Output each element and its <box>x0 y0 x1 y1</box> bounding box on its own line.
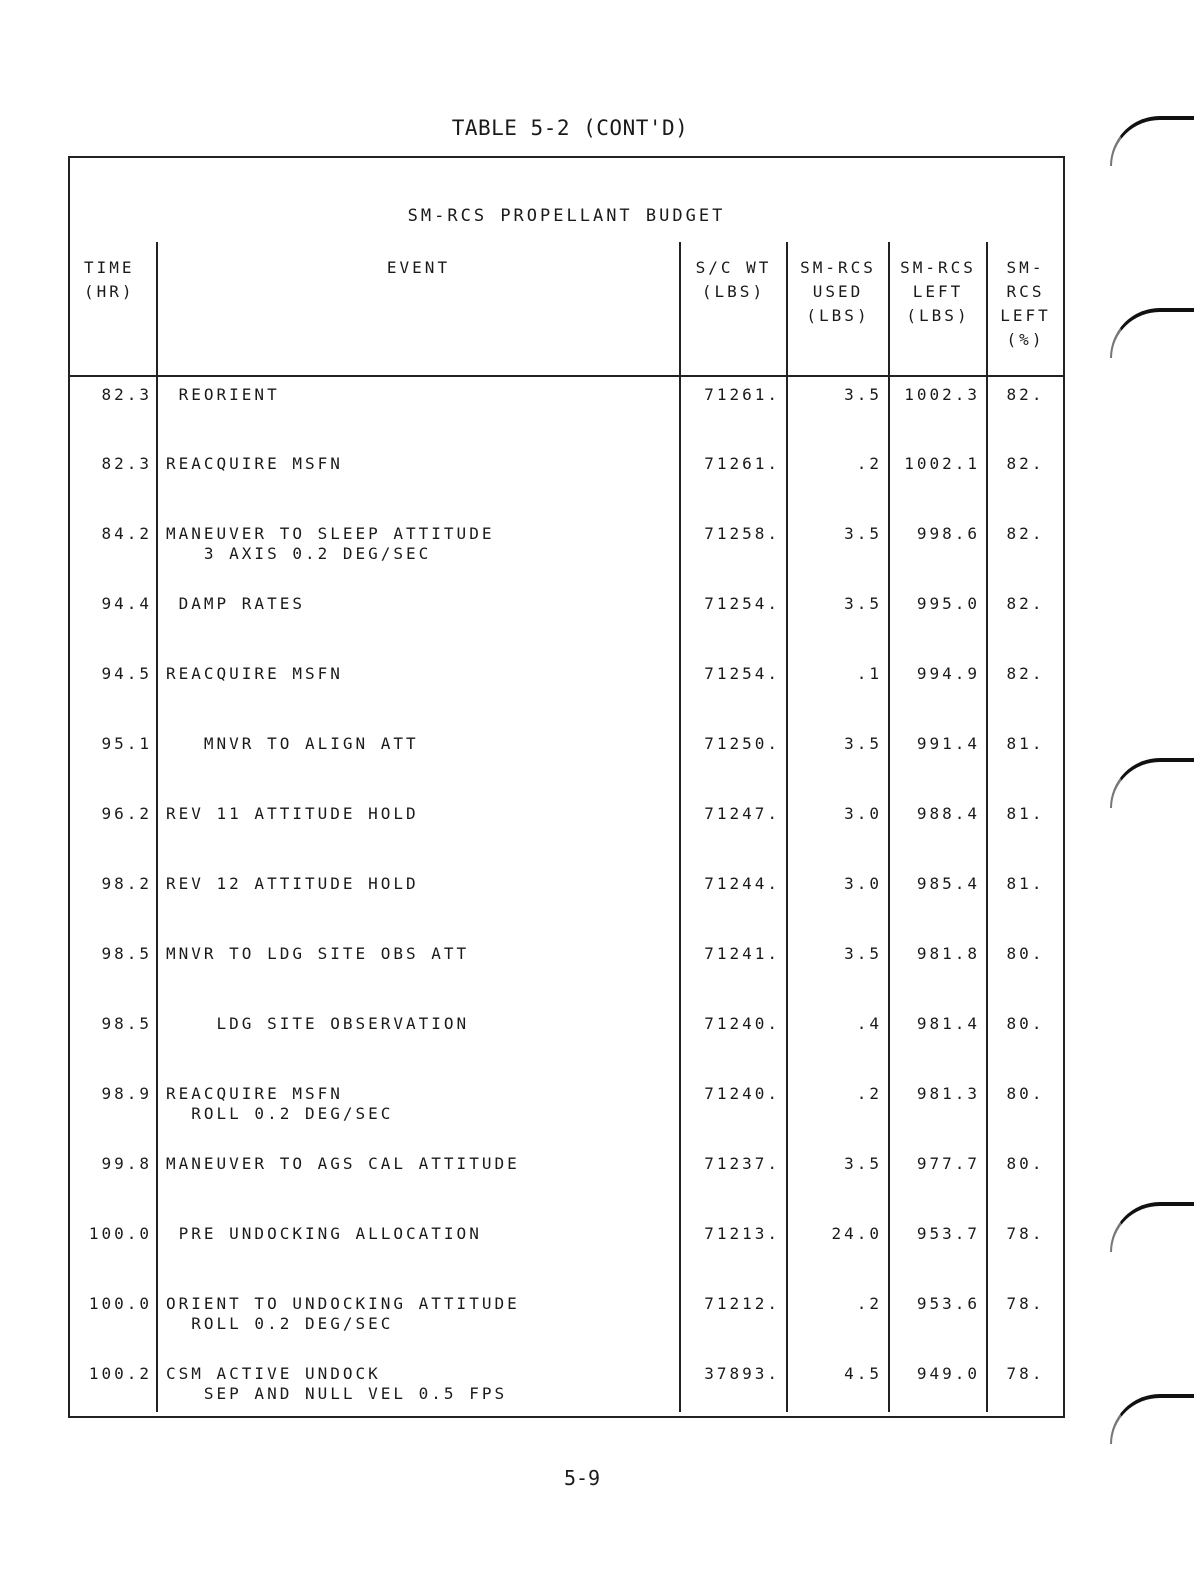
cell-time: 82.3 <box>101 454 152 473</box>
page-number: 5-9 <box>563 1466 601 1490</box>
cell-sc-wt: 71261. <box>680 376 787 446</box>
table-row <box>70 1076 1063 1146</box>
cell-left-lbs: 988.4 <box>889 796 987 866</box>
cell-used: 24.0 <box>787 1216 889 1286</box>
table-row <box>70 1146 1063 1216</box>
cell-left-pct: 80. <box>987 1006 1063 1076</box>
cell-left-pct: 81. <box>987 866 1063 936</box>
cell-event: REACQUIRE MSFN ROLL 0.2 DEG/SEC <box>157 1076 680 1146</box>
cell-left-pct: 82. <box>987 516 1063 586</box>
header-line: LEFT <box>912 282 964 301</box>
cell-left-pct: 82. <box>987 586 1063 656</box>
cell-sc-wt: 71247. <box>680 796 787 866</box>
table-row <box>70 1006 1063 1076</box>
cell-event: REACQUIRE MSFN <box>157 656 680 726</box>
header-line: S/C WT <box>695 258 772 277</box>
cell-used: 3.5 <box>787 936 889 1006</box>
cell-time: 98.2 <box>101 874 152 893</box>
cell-used: 3.5 <box>787 586 889 656</box>
cell-left-pct: 80. <box>987 936 1063 1006</box>
cell-left-pct: 78. <box>987 1356 1063 1412</box>
header-line: SM-RCS <box>800 258 876 277</box>
header-line: (LBS) <box>906 306 970 325</box>
binder-tab <box>1110 758 1194 808</box>
cell-left-lbs: 998.6 <box>889 516 987 586</box>
header-line: (LBS) <box>806 306 870 325</box>
cell-used: .2 <box>787 1076 889 1146</box>
cell-sc-wt: 71258. <box>680 516 787 586</box>
binder-tab <box>1110 1394 1194 1444</box>
budget-title: SM-RCS PROPELLANT BUDGET <box>407 206 726 226</box>
cell-sc-wt: 71254. <box>680 656 787 726</box>
table-row <box>70 376 1063 446</box>
cell-time: 99.8 <box>101 1154 152 1173</box>
cell-left-lbs: 1002.3 <box>889 376 987 446</box>
header-line: TIME <box>84 258 135 277</box>
cell-sc-wt: 71240. <box>680 1076 787 1146</box>
cell-sc-wt: 71261. <box>680 446 787 516</box>
header-row <box>70 242 1063 376</box>
cell-left-lbs: 981.3 <box>889 1076 987 1146</box>
header-line: LEFT <box>1000 306 1051 325</box>
cell-event: REV 12 ATTITUDE HOLD <box>157 866 680 936</box>
cell-used: 3.5 <box>787 376 889 446</box>
table-row <box>70 586 1063 656</box>
cell-left-pct: 80. <box>987 1076 1063 1146</box>
cell-used: .4 <box>787 1006 889 1076</box>
cell-event: MNVR TO ALIGN ATT <box>157 726 680 796</box>
cell-time: 94.5 <box>101 664 152 683</box>
cell-event: CSM ACTIVE UNDOCK SEP AND NULL VEL 0.5 FPS <box>157 1356 680 1412</box>
cell-sc-wt: 71213. <box>680 1216 787 1286</box>
table-row <box>70 656 1063 726</box>
table-row <box>70 796 1063 866</box>
cell-used: 3.0 <box>787 796 889 866</box>
binder-tab <box>1110 308 1194 358</box>
header-line: USED <box>812 282 864 301</box>
table-row <box>70 726 1063 796</box>
cell-left-lbs: 953.6 <box>889 1286 987 1356</box>
header-time <box>70 242 157 376</box>
header-used <box>787 242 889 376</box>
cell-left-pct: 81. <box>987 796 1063 866</box>
cell-left-pct: 80. <box>987 1146 1063 1216</box>
cell-time: 100.0 <box>88 1224 152 1243</box>
table-frame <box>68 156 1065 1418</box>
cell-left-lbs: 991.4 <box>889 726 987 796</box>
cell-left-pct: 82. <box>987 446 1063 516</box>
cell-event: REORIENT <box>157 376 680 446</box>
cell-sc-wt: 71240. <box>680 1006 787 1076</box>
header-line: (HR) <box>84 282 135 301</box>
cell-left-pct: 78. <box>987 1286 1063 1356</box>
table-row <box>70 1356 1063 1412</box>
cell-event: LDG SITE OBSERVATION <box>157 1006 680 1076</box>
cell-left-lbs: 977.7 <box>889 1146 987 1216</box>
table-title: TABLE 5-2 (CONT'D) <box>451 116 689 140</box>
cell-event: MANEUVER TO SLEEP ATTITUDE 3 AXIS 0.2 DEG/SEC <box>157 516 680 586</box>
cell-sc-wt: 37893. <box>680 1356 787 1412</box>
cell-event: MNVR TO LDG SITE OBS ATT <box>157 936 680 1006</box>
cell-left-lbs: 953.7 <box>889 1216 987 1286</box>
cell-event: DAMP RATES <box>157 586 680 656</box>
table-row <box>70 516 1063 586</box>
binder-tab <box>1110 1202 1194 1252</box>
cell-time: 100.2 <box>88 1364 152 1383</box>
cell-used: 3.0 <box>787 866 889 936</box>
header-line: SM- <box>1006 258 1045 277</box>
cell-used: 3.5 <box>787 516 889 586</box>
cell-time: 98.5 <box>101 1014 152 1033</box>
header-line: EVENT <box>386 258 451 277</box>
header-line: (%) <box>1006 330 1045 349</box>
cell-event: PRE UNDOCKING ALLOCATION <box>157 1216 680 1286</box>
cell-event: REACQUIRE MSFN <box>157 446 680 516</box>
cell-sc-wt: 71244. <box>680 866 787 936</box>
cell-time: 98.5 <box>101 944 152 963</box>
cell-left-pct: 82. <box>987 376 1063 446</box>
cell-time: 82.3 <box>101 385 152 404</box>
header-line: (LBS) <box>701 282 766 301</box>
cell-time: 84.2 <box>101 524 152 543</box>
cell-time: 96.2 <box>101 804 152 823</box>
cell-sc-wt: 71254. <box>680 586 787 656</box>
cell-time: 98.9 <box>101 1084 152 1103</box>
cell-left-pct: 78. <box>987 1216 1063 1286</box>
header-line: SM-RCS <box>900 258 976 277</box>
table-row <box>70 866 1063 936</box>
table-row <box>70 936 1063 1006</box>
cell-left-lbs: 995.0 <box>889 586 987 656</box>
header-left-lbs <box>889 242 987 376</box>
cell-sc-wt: 71212. <box>680 1286 787 1356</box>
header-line: RCS <box>1006 282 1045 301</box>
table-row <box>70 446 1063 516</box>
cell-sc-wt: 71250. <box>680 726 787 796</box>
cell-time: 94.4 <box>101 594 152 613</box>
cell-left-lbs: 981.8 <box>889 936 987 1006</box>
cell-left-pct: 82. <box>987 656 1063 726</box>
cell-used: 3.5 <box>787 1146 889 1216</box>
cell-used: 3.5 <box>787 726 889 796</box>
cell-left-lbs: 994.9 <box>889 656 987 726</box>
cell-left-lbs: 949.0 <box>889 1356 987 1412</box>
table-row <box>70 1216 1063 1286</box>
cell-event: ORIENT TO UNDOCKING ATTITUDE ROLL 0.2 DEG/SEC <box>157 1286 680 1356</box>
cell-event: REV 11 ATTITUDE HOLD <box>157 796 680 866</box>
cell-used: .2 <box>787 1286 889 1356</box>
propellant-budget-table <box>70 242 1063 1412</box>
header-event <box>157 242 680 376</box>
cell-used: .1 <box>787 656 889 726</box>
table-row <box>70 1286 1063 1356</box>
header-sc-wt <box>680 242 787 376</box>
header-left-pct <box>987 242 1063 376</box>
cell-sc-wt: 71241. <box>680 936 787 1006</box>
cell-left-lbs: 1002.1 <box>889 446 987 516</box>
cell-sc-wt: 71237. <box>680 1146 787 1216</box>
cell-time: 100.0 <box>88 1294 152 1313</box>
cell-left-pct: 81. <box>987 726 1063 796</box>
cell-used: .2 <box>787 446 889 516</box>
cell-time: 95.1 <box>101 734 152 753</box>
cell-event: MANEUVER TO AGS CAL ATTITUDE <box>157 1146 680 1216</box>
cell-left-lbs: 985.4 <box>889 866 987 936</box>
cell-left-lbs: 981.4 <box>889 1006 987 1076</box>
cell-used: 4.5 <box>787 1356 889 1412</box>
